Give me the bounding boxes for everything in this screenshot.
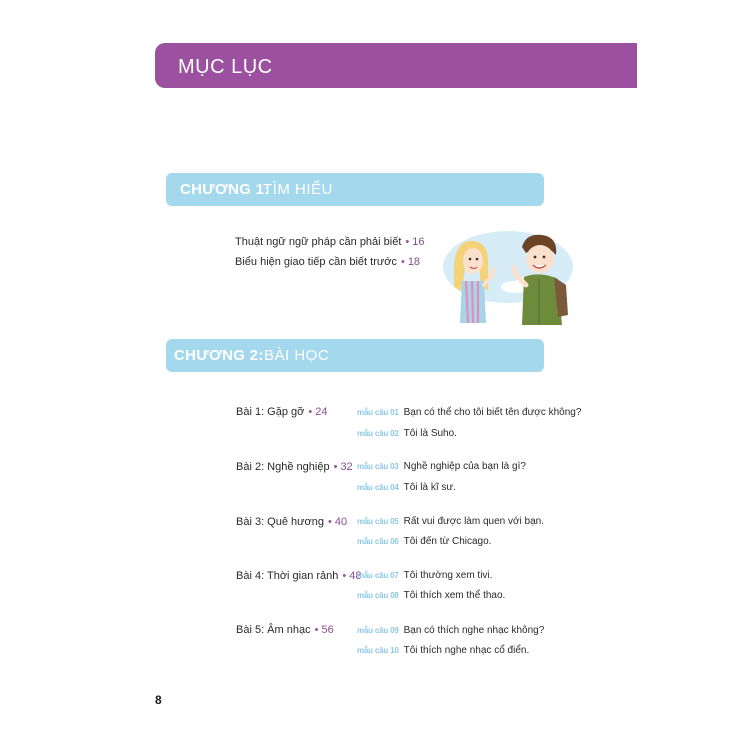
- lesson-title: Bài 1: Gặp gỡ: [236, 406, 305, 418]
- sentence-tag: mẫu câu 10: [357, 646, 399, 655]
- toc-title: MỤC LỤC: [178, 56, 273, 78]
- sentence-entry: [357, 536, 491, 547]
- sentence-tag: mẫu câu 05: [357, 517, 399, 526]
- toc-entry-text: Biểu hiện giao tiếp cần biết trước: [235, 256, 397, 268]
- lesson-title: Bài 3: Quê hương: [236, 516, 324, 528]
- page-ref: 18: [407, 256, 421, 268]
- sentence-entry: [357, 570, 492, 581]
- two-people-greeting-illustration: [440, 225, 575, 330]
- sentence-tag: mẫu câu 02: [357, 429, 399, 438]
- sentence-tag: mẫu câu 01: [357, 408, 399, 417]
- sentence-text: Tôi đến từ Chicago.: [403, 536, 492, 547]
- sentence-tag: mẫu câu 06: [357, 537, 399, 546]
- sentence-tag: mẫu câu 07: [357, 571, 399, 580]
- lesson-title: Bài 2: Nghề nghiệp: [236, 461, 330, 473]
- chapter-1-number: CHƯƠNG 1:: [180, 181, 270, 198]
- chapter-2-number: CHƯƠNG 2:: [174, 347, 264, 364]
- sentence-text: Bạn có thể cho tôi biết tên được không?: [403, 407, 582, 418]
- sentence-text: Tôi là Suho.: [403, 428, 457, 439]
- toc-entry[interactable]: [235, 236, 425, 248]
- page-ref: 24: [315, 406, 328, 418]
- sentence-tag: mẫu câu 03: [357, 462, 399, 471]
- sentence-text: Tôi là kĩ sư.: [403, 482, 456, 493]
- sentence-text: Nghề nghiệp của bạn là gì?: [403, 461, 526, 472]
- bullet: •: [400, 256, 405, 268]
- page-number: 8: [155, 693, 162, 707]
- lesson-entry[interactable]: [236, 624, 334, 636]
- toc-title-bar: [155, 43, 637, 88]
- sentence-entry: [357, 645, 529, 656]
- sentence-tag: mẫu câu 09: [357, 626, 399, 635]
- sentence-entry: [357, 428, 457, 439]
- page-ref: 48: [349, 570, 362, 582]
- sentence-entry: [357, 482, 456, 493]
- sentence-tag: mẫu câu 04: [357, 483, 399, 492]
- toc-entry[interactable]: [235, 256, 420, 268]
- chapter-2-bar: [166, 339, 544, 372]
- sentence-entry: [357, 590, 505, 601]
- lesson-entry[interactable]: [236, 516, 347, 528]
- bullet: •: [333, 461, 338, 473]
- lesson-title: Bài 4: Thời gian rảnh: [236, 570, 339, 582]
- page-ref: 16: [412, 236, 425, 248]
- sentence-text: Rất vui được làm quen với bạn.: [403, 516, 545, 527]
- sentence-text: Tôi thích xem thể thao.: [403, 590, 506, 601]
- sentence-entry: [357, 516, 544, 527]
- sentence-entry: [357, 461, 526, 472]
- chapter-1-bar: [166, 173, 544, 206]
- chapter-2-name: BÀI HỌC: [264, 347, 330, 364]
- lesson-entry[interactable]: [236, 570, 362, 582]
- page-ref: 40: [334, 516, 348, 528]
- chapter-1-name: TÌM HIỂU: [263, 181, 333, 198]
- page-ref: 32: [340, 461, 353, 473]
- page-ref: 56: [321, 624, 334, 636]
- bullet: •: [405, 236, 410, 248]
- lesson-entry[interactable]: [236, 406, 327, 418]
- lesson-title: Bài 5: Âm nhạc: [236, 624, 311, 636]
- sentence-text: Bạn có thích nghe nhạc không?: [403, 625, 545, 636]
- sentence-text: Tôi thích nghe nhạc cổ điển.: [403, 645, 530, 656]
- sentence-tag: mẫu câu 08: [357, 591, 399, 600]
- sentence-text: Tôi thường xem tivi.: [403, 570, 493, 581]
- bullet: •: [308, 406, 313, 418]
- sentence-entry: [357, 625, 544, 636]
- lesson-entry[interactable]: [236, 461, 353, 473]
- bullet: •: [314, 624, 319, 636]
- sentence-entry: [357, 407, 581, 418]
- toc-entry-text: Thuật ngữ ngữ pháp cần phải biết: [235, 236, 402, 248]
- bullet: •: [342, 570, 347, 582]
- bullet: •: [327, 516, 332, 528]
